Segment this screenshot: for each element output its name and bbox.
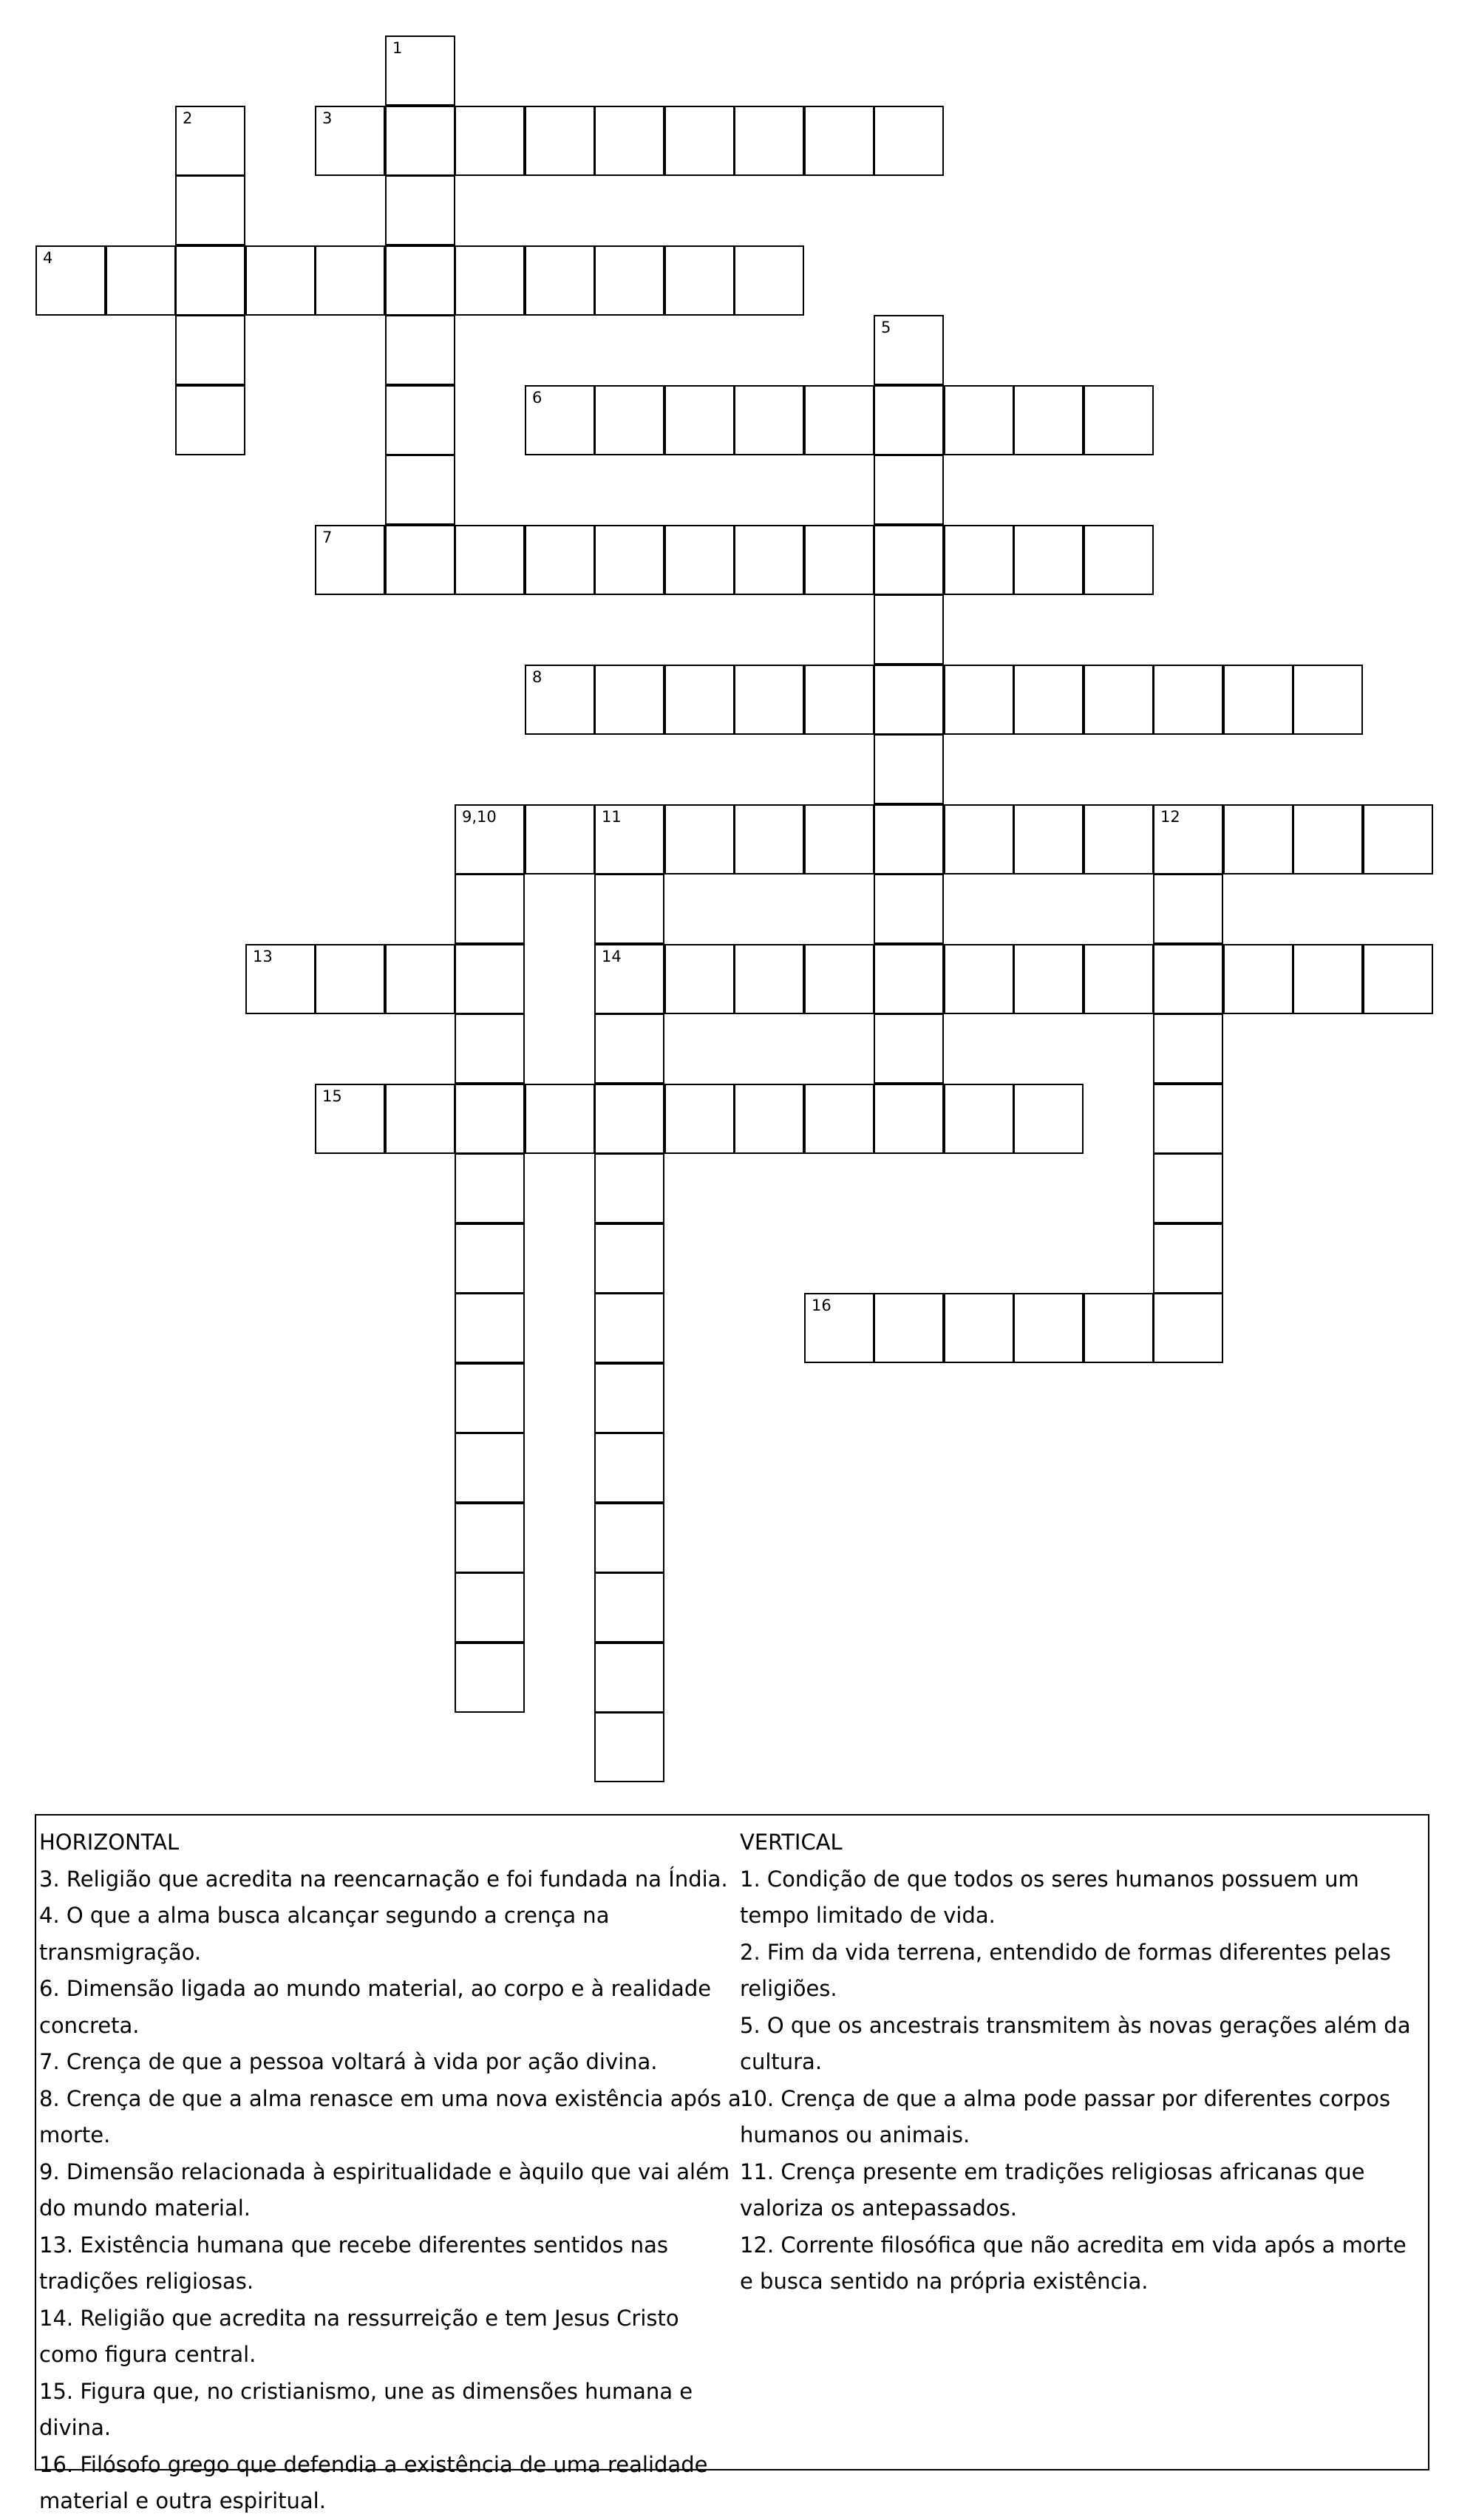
clue-v5: 5. O que os ancestrais transmitem às novas gerações além da cultura. xyxy=(740,2012,1411,2074)
crossword-cell[interactable] xyxy=(1013,1293,1084,1363)
crossword-cell[interactable] xyxy=(1153,1223,1223,1294)
crossword-cell[interactable] xyxy=(804,1293,874,1363)
crossword-cell[interactable] xyxy=(1293,944,1363,1014)
clue-v10: 10. Crença de que a alma pode passar por diferentes corpos humanos ou animais. xyxy=(740,2085,1391,2147)
crossword-cell[interactable] xyxy=(594,385,664,455)
crossword-cell[interactable] xyxy=(874,804,944,874)
crossword-cell[interactable] xyxy=(385,385,455,455)
crossword-cell[interactable] xyxy=(385,525,455,595)
crossword-cell[interactable] xyxy=(106,245,176,316)
crossword-cell[interactable] xyxy=(1153,665,1223,735)
crossword-cell[interactable] xyxy=(734,665,804,735)
crossword-cell[interactable] xyxy=(455,1153,525,1223)
crossword-cell[interactable] xyxy=(594,1712,664,1782)
crossword-cell[interactable] xyxy=(734,1084,804,1154)
crossword-cell[interactable] xyxy=(944,1084,1014,1154)
crossword-cell[interactable] xyxy=(385,1084,455,1154)
crossword-cell[interactable] xyxy=(664,804,735,874)
crossword-cell[interactable] xyxy=(874,734,944,804)
clue-number: 15 xyxy=(322,1087,342,1105)
crossword-cell[interactable] xyxy=(874,594,944,665)
clue-h3: 3. Religião que acredita na reencarnação e foi fundada na Índia. xyxy=(39,1866,728,1892)
crossword-cell[interactable] xyxy=(734,106,804,176)
clues-box xyxy=(35,1814,1429,2513)
vertical-clues xyxy=(740,1824,1424,2300)
crossword-cell[interactable] xyxy=(664,944,735,1014)
crossword-cell[interactable] xyxy=(455,1433,525,1503)
crossword-cell[interactable] xyxy=(455,1084,525,1154)
crossword-cell[interactable] xyxy=(664,385,735,455)
crossword-cell[interactable] xyxy=(804,525,874,595)
crossword-cell[interactable] xyxy=(315,525,385,595)
crossword-cell[interactable] xyxy=(385,315,455,385)
crossword-cell[interactable] xyxy=(874,1084,944,1154)
crossword-cell[interactable] xyxy=(594,1363,664,1433)
crossword-cell[interactable] xyxy=(525,665,595,735)
crossword-cell[interactable] xyxy=(1153,1013,1223,1084)
crossword-cell[interactable] xyxy=(594,944,664,1014)
crossword-cell[interactable] xyxy=(385,455,455,525)
crossword-cell[interactable] xyxy=(734,525,804,595)
crossword-cell[interactable] xyxy=(1013,665,1084,735)
crossword-cell[interactable] xyxy=(874,665,944,735)
clue-h6: 6. Dimensão ligada ao mundo material, ao corpo e à realidade concreta. xyxy=(39,1976,712,2038)
crossword-cell[interactable] xyxy=(1153,804,1223,874)
crossword-cell[interactable] xyxy=(734,944,804,1014)
crossword-cell[interactable] xyxy=(804,665,874,735)
crossword-cell[interactable] xyxy=(874,1293,944,1363)
crossword-cell[interactable] xyxy=(455,1503,525,1573)
crossword-cell[interactable] xyxy=(1084,665,1154,735)
crossword-cell[interactable] xyxy=(944,1293,1014,1363)
crossword-cell[interactable] xyxy=(175,175,245,245)
crossword-cell[interactable] xyxy=(734,245,804,316)
horizontal-clues xyxy=(39,1824,741,2520)
crossword-cell[interactable] xyxy=(594,1572,664,1643)
clue-h9: 9. Dimensão relacionada à espiritualidade e àquilo que vai além do mundo material. xyxy=(39,2159,730,2221)
crossword-cell[interactable] xyxy=(1153,1084,1223,1154)
clue-number: 14 xyxy=(602,948,622,965)
crossword-cell[interactable] xyxy=(594,1433,664,1503)
crossword-cell[interactable] xyxy=(594,525,664,595)
clue-number: 12 xyxy=(1160,808,1180,826)
vertical-heading: VERTICAL xyxy=(740,1830,843,1855)
crossword-cell[interactable] xyxy=(874,315,944,385)
crossword-cell[interactable] xyxy=(1084,525,1154,595)
crossword-cell[interactable] xyxy=(594,804,664,874)
crossword-cell[interactable] xyxy=(175,315,245,385)
crossword-cell[interactable] xyxy=(175,385,245,455)
crossword-cell[interactable] xyxy=(525,245,595,316)
crossword-cell[interactable] xyxy=(455,106,525,176)
crossword-cell[interactable] xyxy=(525,1084,595,1154)
crossword-cell[interactable] xyxy=(1363,944,1433,1014)
clue-number: 8 xyxy=(532,668,543,686)
crossword-cell[interactable] xyxy=(804,944,874,1014)
crossword-cell[interactable] xyxy=(315,245,385,316)
clue-number: 4 xyxy=(43,249,53,267)
clue-number: 13 xyxy=(253,948,273,965)
crossword-cell[interactable] xyxy=(1293,665,1363,735)
crossword-cell[interactable] xyxy=(1084,804,1154,874)
crossword-cell[interactable] xyxy=(734,804,804,874)
crossword-cell[interactable] xyxy=(594,1153,664,1223)
crossword-cell[interactable] xyxy=(874,874,944,944)
crossword-cell[interactable] xyxy=(804,1084,874,1154)
crossword-cell[interactable] xyxy=(525,525,595,595)
crossword-cell[interactable] xyxy=(804,385,874,455)
crossword-cell[interactable] xyxy=(245,245,316,316)
crossword-cell[interactable] xyxy=(664,525,735,595)
crossword-cell[interactable] xyxy=(1153,944,1223,1014)
crossword-cell[interactable] xyxy=(594,1013,664,1084)
clue-h4: 4. O que a alma busca alcançar segundo a crença na transmigração. xyxy=(39,1903,610,1965)
crossword-cell[interactable] xyxy=(944,525,1014,595)
crossword-cell[interactable] xyxy=(594,106,664,176)
crossword-cell[interactable] xyxy=(385,106,455,176)
crossword-cell[interactable] xyxy=(455,1363,525,1433)
crossword-cell[interactable] xyxy=(1363,804,1433,874)
clue-number: 11 xyxy=(602,808,622,826)
clue-v12: 12. Corrente filosófica que não acredita em vida após a morte e busca sentido na própria existência. xyxy=(740,2232,1407,2294)
clue-h8: 8. Crença de que a alma renasce em uma nova existência após a morte. xyxy=(39,2085,741,2147)
crossword-cell[interactable] xyxy=(664,106,735,176)
crossword-cell[interactable] xyxy=(455,1293,525,1363)
crossword-cell[interactable] xyxy=(874,106,944,176)
clue-h13: 13. Existência humana que recebe diferentes sentidos nas tradições religiosas. xyxy=(39,2232,669,2294)
crossword-cell[interactable] xyxy=(874,525,944,595)
crossword-cell[interactable] xyxy=(804,804,874,874)
crossword-cell[interactable] xyxy=(175,106,245,176)
crossword-cell[interactable] xyxy=(1013,385,1084,455)
crossword-cell[interactable] xyxy=(455,1643,525,1713)
crossword-cell[interactable] xyxy=(455,804,525,874)
crossword-cell[interactable] xyxy=(385,245,455,316)
crossword-cell[interactable] xyxy=(874,455,944,525)
clue-number: 1 xyxy=(392,39,403,57)
crossword-cell[interactable] xyxy=(525,385,595,455)
crossword-cell[interactable] xyxy=(245,944,316,1014)
crossword-cell[interactable] xyxy=(385,175,455,245)
crossword-cell[interactable] xyxy=(944,944,1014,1014)
crossword-cell[interactable] xyxy=(734,385,804,455)
clue-number: 5 xyxy=(881,319,891,336)
crossword-cell[interactable] xyxy=(385,944,455,1014)
crossword-cell[interactable] xyxy=(315,944,385,1014)
crossword-cell[interactable] xyxy=(1013,1084,1084,1154)
crossword-cell[interactable] xyxy=(664,665,735,735)
crossword-cell[interactable] xyxy=(455,1223,525,1294)
crossword-cell[interactable] xyxy=(944,804,1014,874)
clue-number: 9,10 xyxy=(462,808,497,826)
crossword-cell[interactable] xyxy=(594,1293,664,1363)
horizontal-heading: HORIZONTAL xyxy=(39,1830,180,1855)
crossword-cell[interactable] xyxy=(455,525,525,595)
clue-v11: 11. Crença presente em tradições religiosas africanas que valoriza os antepassados. xyxy=(740,2159,1365,2221)
crossword-cell[interactable] xyxy=(1013,944,1084,1014)
crossword-cell[interactable] xyxy=(594,665,664,735)
clue-h15: 15. Figura que, no cristianismo, une as dimensões humana e divina. xyxy=(39,2378,693,2440)
crossword-cell[interactable] xyxy=(525,804,595,874)
crossword-cell[interactable] xyxy=(594,874,664,944)
crossword-cell[interactable] xyxy=(944,665,1014,735)
crossword-cell[interactable] xyxy=(1223,665,1293,735)
crossword-cell[interactable] xyxy=(874,944,944,1014)
crossword-cell[interactable] xyxy=(1223,944,1293,1014)
clue-number: 6 xyxy=(532,389,543,407)
crossword-cell[interactable] xyxy=(874,1013,944,1084)
crossword-cell[interactable] xyxy=(804,106,874,176)
crossword-cell[interactable] xyxy=(315,1084,385,1154)
clue-number: 7 xyxy=(322,529,333,546)
crossword-cell[interactable] xyxy=(594,1643,664,1713)
crossword-cell[interactable] xyxy=(1153,874,1223,944)
crossword-cell[interactable] xyxy=(455,874,525,944)
clue-h7: 7. Crença de que a pessoa voltará à vida por ação divina. xyxy=(39,2049,658,2074)
crossword-cell[interactable] xyxy=(525,106,595,176)
crossword-cell[interactable] xyxy=(455,1572,525,1643)
clue-number: 3 xyxy=(322,109,333,127)
crossword-cell[interactable] xyxy=(594,1223,664,1294)
clue-h16: 16. Filósofo grego que defendia a existência de uma realidade material e outra espiritual. xyxy=(39,2451,708,2513)
crossword-cell[interactable] xyxy=(315,106,385,176)
crossword-cell[interactable] xyxy=(874,385,944,455)
crossword-cell[interactable] xyxy=(385,35,455,106)
crossword-cell[interactable] xyxy=(35,245,106,316)
crossword-cell[interactable] xyxy=(1013,804,1084,874)
crossword-cell[interactable] xyxy=(455,944,525,1014)
crossword-cell[interactable] xyxy=(664,1084,735,1154)
crossword-cell[interactable] xyxy=(1153,1293,1223,1363)
crossword-cell[interactable] xyxy=(455,1013,525,1084)
clue-v1: 1. Condição de que todos os seres humanos possuem um tempo limitado de vida. xyxy=(740,1866,1359,1928)
clue-number: 16 xyxy=(812,1297,831,1314)
crossword-cell[interactable] xyxy=(455,245,525,316)
crossword-cell[interactable] xyxy=(1153,1153,1223,1223)
crossword-cell[interactable] xyxy=(944,385,1014,455)
clue-h14: 14. Religião que acredita na ressurreição e tem Jesus Cristo como figura central. xyxy=(39,2305,679,2367)
clue-v2: 2. Fim da vida terrena, entendido de formas diferentes pelas religiões. xyxy=(740,1939,1391,2001)
crossword-cell[interactable] xyxy=(175,245,245,316)
crossword-cell[interactable] xyxy=(594,1503,664,1573)
clue-number: 2 xyxy=(183,109,193,127)
crossword-cell[interactable] xyxy=(594,1084,664,1154)
crossword-cell[interactable] xyxy=(594,245,664,316)
crossword-cell[interactable] xyxy=(1223,804,1293,874)
crossword-cell[interactable] xyxy=(1013,525,1084,595)
crossword-cell[interactable] xyxy=(1293,804,1363,874)
crossword-cell[interactable] xyxy=(664,245,735,316)
crossword-cell[interactable] xyxy=(1084,944,1154,1014)
crossword-cell[interactable] xyxy=(1084,385,1154,455)
crossword-cell[interactable] xyxy=(1084,1293,1154,1363)
